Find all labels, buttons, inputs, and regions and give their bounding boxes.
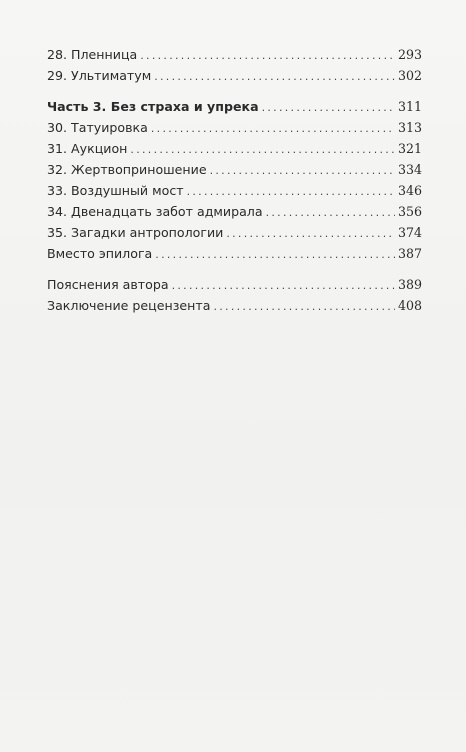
toc-part-page: 311 (397, 99, 422, 114)
toc-entry-title: 31. Аукцион (47, 141, 128, 156)
dot-leader (140, 45, 395, 66)
toc-entry-title: 28. Пленница (47, 47, 138, 62)
toc-entry[interactable] (47, 180, 422, 201)
toc-entry-page: 293 (397, 47, 422, 62)
dot-leader (226, 223, 395, 244)
toc-entry-title: Пояснения автора (47, 277, 169, 292)
toc-entry[interactable] (47, 44, 422, 65)
toc-entry-page: 302 (397, 68, 422, 83)
toc-entry-title: 30. Татуировка (47, 120, 148, 135)
toc-entry[interactable] (47, 159, 422, 180)
dot-leader (262, 97, 395, 118)
toc-entry-title: 33. Воздушный мост (47, 183, 184, 198)
toc-part-title: Часть 3. Без страха и упрека (47, 99, 259, 114)
dot-leader (213, 296, 395, 317)
toc-entry-title: 29. Ультиматум (47, 68, 152, 83)
toc-entry[interactable] (47, 222, 422, 243)
toc-entry[interactable] (47, 65, 422, 86)
toc-entry[interactable] (47, 138, 422, 159)
dot-leader (151, 118, 395, 139)
toc-entry-title: Заключение рецензента (47, 298, 211, 313)
toc-entry[interactable] (47, 295, 422, 316)
dot-leader (266, 202, 395, 223)
toc-entry-page: 374 (397, 225, 422, 240)
toc-entry[interactable] (47, 274, 422, 295)
dot-leader (210, 160, 395, 181)
toc-entry-page: 389 (397, 277, 422, 292)
toc-part-heading[interactable] (47, 96, 422, 117)
toc-entry-page: 356 (397, 204, 422, 219)
table-of-contents (47, 44, 422, 316)
toc-entry[interactable] (47, 243, 422, 264)
toc-entry-page: 321 (397, 141, 422, 156)
toc-entry-title: 35. Загадки антропологии (47, 225, 224, 240)
dot-leader (154, 66, 395, 87)
toc-entry-page: 408 (397, 298, 422, 313)
toc-entry-title: 32. Жертвоприношение (47, 162, 207, 177)
dot-leader (187, 181, 395, 202)
toc-entry-title: 34. Двенадцать забот адмирала (47, 204, 263, 219)
toc-entry[interactable] (47, 117, 422, 138)
toc-entry-page: 346 (397, 183, 422, 198)
dot-leader (155, 244, 395, 265)
toc-entry[interactable] (47, 201, 422, 222)
toc-entry-page: 387 (397, 246, 422, 261)
toc-entry-title: Вместо эпилога (47, 246, 153, 261)
toc-entry-page: 313 (397, 120, 422, 135)
dot-leader (172, 275, 395, 296)
dot-leader (130, 139, 395, 160)
toc-entry-page: 334 (397, 162, 422, 177)
